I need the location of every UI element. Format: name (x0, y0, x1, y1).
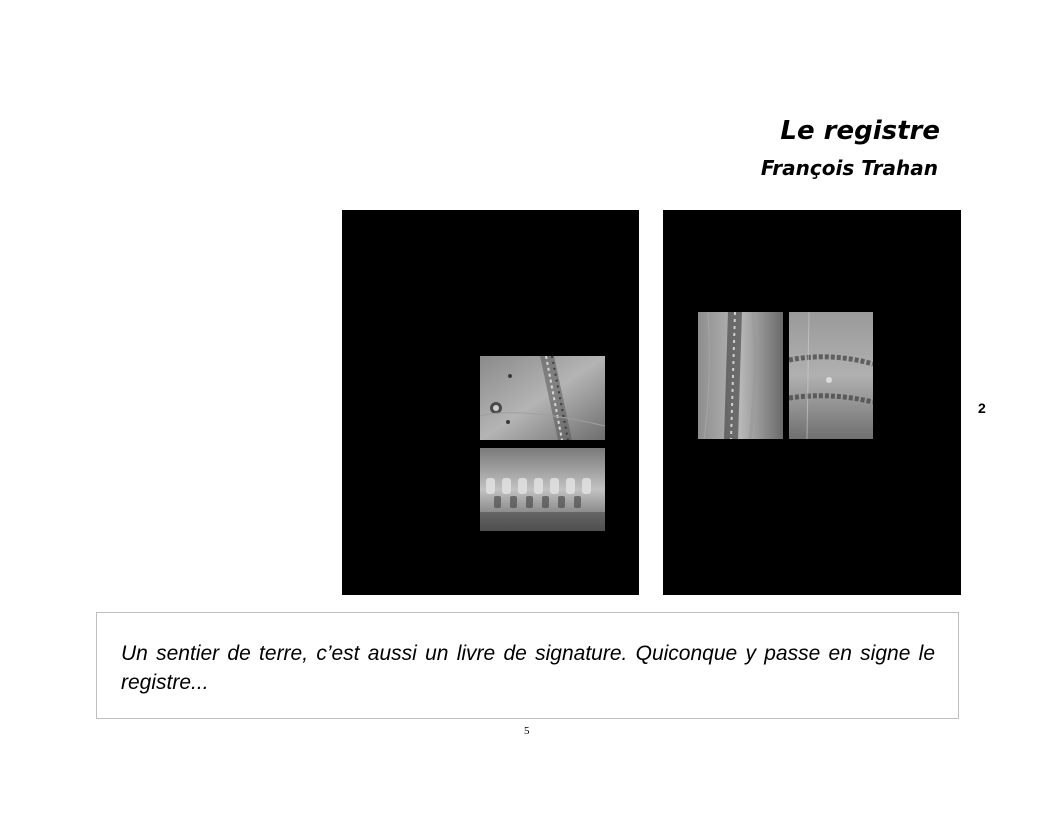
left-photo-panel (342, 210, 639, 595)
caption-text: Un sentier de terre, c’est aussi un livre de signature. Quiconque y passe en signe le registre... (121, 642, 935, 694)
author-name: François Trahan (760, 156, 938, 180)
tire-track-photo-vertical-right (789, 312, 873, 439)
tire-track-photo-top (480, 356, 605, 440)
side-number: 2 (978, 400, 986, 416)
right-photo-panel (663, 210, 961, 595)
tire-track-photo-bottom (480, 448, 605, 531)
page-title: Le registre (780, 116, 940, 146)
page-number: 5 (524, 725, 530, 737)
caption-box (96, 612, 959, 719)
tire-track-photo-vertical-left (698, 312, 783, 439)
